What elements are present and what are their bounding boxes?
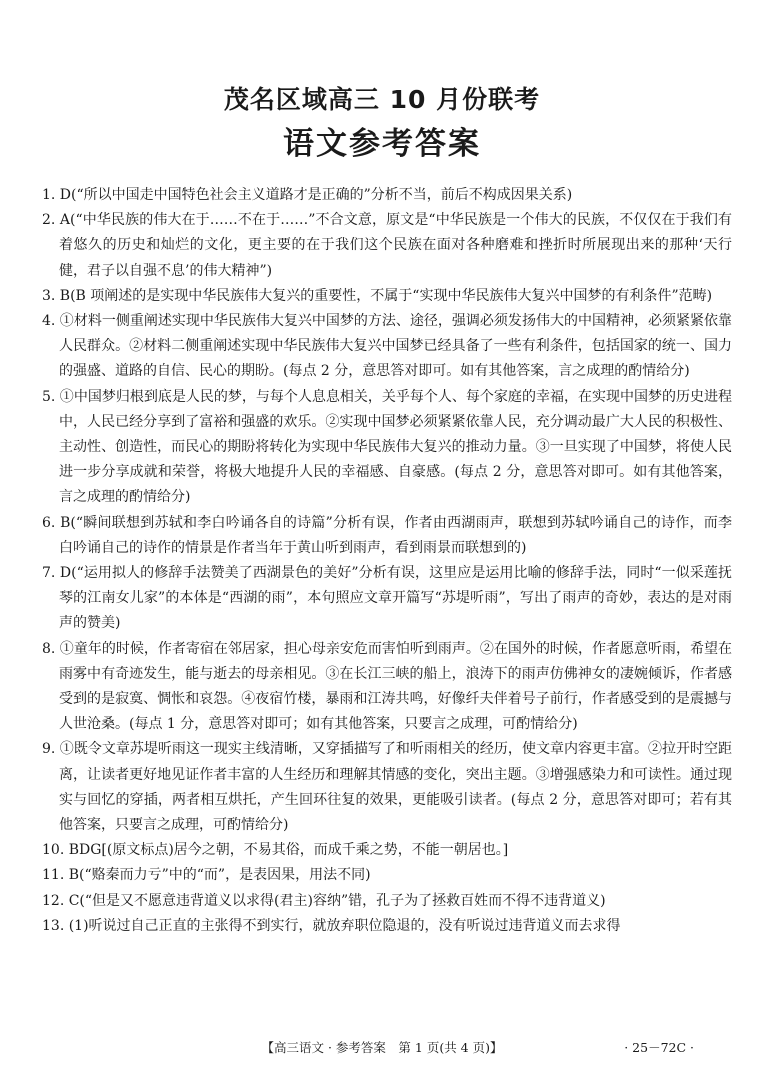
answer-item-11: 11. B(“赂秦而力亏”中的“而”，是表因果，用法不同) [42,867,371,884]
footer-page-info: 【高三语文 · 参考答案 第 1 页(共 4 页)】 [261,1040,503,1055]
answer-item-7: 7. D(“运用拟人的修辞手法赞美了西湖景色的美好”分析有误，这里应是运用比喻的修辞手法，同时“一似采莲抚琴的江南女儿家”的本体是“西湖的雨”，本句照应文章开篇写“苏堤听雨”，写出了雨声的奇妙，表达的是对雨声的赞美) [42,565,732,632]
answer-item-13: 13. (1)听说过自己正直的主张得不到实行，就放弃职位隐退的，没有听说过违背道义而去求得 [42,917,621,934]
document-subtitle: 语文参考答案 [283,126,481,162]
answer-item-12: 12. C(“但是又不愿意违背道义以求得(君主)容纳”错，孔子为了拯救百姓而不得不违背道义) [42,892,606,909]
answer-item-4: 4. ①材料一侧重阐述实现中华民族伟大复兴中国梦的方法、途径，强调必须发扬伟大的中国精神，必须紧紧依靠人民群众。②材料二侧重阐述实现中华民族伟大复兴中国梦已经具备了一些有利条件，包括国家的统一、国力的强盛、道路的自信、民心的期盼。(每点 2 分，意思答对即可。如有其他答案，言之成理的酌情给分) [42,313,732,380]
answer-item-5: 5. ①中国梦归根到底是人民的梦，与每个人息息相关，关乎每个人、每个家庭的幸福，在实现中国梦的历史进程中，人民已经分享到了富裕和强盛的欢乐。②实现中国梦必须紧紧依靠人民，充分调动最广大人民的积极性、主动性、创造性，而民心的期盼将转化为实现中华民族伟大复兴的推动力量。③一旦实现了中国梦，将使人民进一步分享成就和荣誉，将极大地提升人民的幸福感、自豪感。(每点 2 分，意思答对即可。如有其他答案，言之成理的酌情给分) [42,388,732,506]
answer-item-1: 1. D(“所以中国走中国特色社会主义道路才是正确的”分析不当，前后不构成因果关系) [42,187,573,203]
answer-item-10: 10. BDG[(原文标点)居今之朝，不易其俗，而成千乘之势，不能一朝居也。] [42,842,509,859]
answer-list [42,183,732,939]
exam-title: 茂名区域高三 10 月份联考 [223,85,541,114]
footer-exam-code: · 25－72C · [624,1040,694,1055]
answer-item-3: 3. B(B 项阐述的是实现中华民族伟大复兴的重要性，不属于“实现中华民族伟大复兴中国梦的有利条件”范畴) [42,287,713,304]
answer-item-9: 9. ①既令文章苏堤听雨这一现实主线清晰，又穿插描写了和听雨相关的经历，使文章内容更丰富。②拉开时空距离，让读者更好地见证作者丰富的人生经历和理解其情感的变化，突出主题。③增强感染力和可读性。通过现实与回忆的穿插，两者相互烘托，产生回环往复的效果，更能吸引读者。(每点 2 分，意思答对即可；若有其他答案，只要言之成理，可酌情给分) [42,741,732,834]
answer-item-2: 2. A(“中华民族的伟大在于……不在于……”不合文意，原文是“中华民族是一个伟大的民族，不仅仅在于我们有着悠久的历史和灿烂的文化，更主要的在于我们这个民族在面对各种磨难和挫折时所展现出来的那种‘天行健，君子以自强不息’的伟大精神”) [42,212,732,279]
answer-item-8: 8. ①童年的时候，作者寄宿在邻居家，担心母亲安危而害怕听到雨声。②在国外的时候，作者愿意听雨，希望在雨雾中有奇迹发生，能与逝去的母亲相见。③在长江三峡的船上，浪涛下的雨声仿佛神女的凄婉倾诉，作者感受到的是寂寞、惆怅和哀怨。④夜宿竹楼，暴雨和江涛共鸣，好像纤夫伴着号子前行，作者感受到的是震撼与人世沧桑。(每点 1 分，意思答对即可；如有其他答案，只要言之成理，可酌情给分) [42,640,732,733]
answer-item-6: 6. B(“瞬间联想到苏轼和李白吟诵各自的诗篇”分析有误，作者由西湖雨声，联想到苏轼吟诵自己的诗作，而李白吟诵自己的诗作的情景是作者当年于黄山听到雨声，看到雨景而联想到的) [42,514,732,556]
